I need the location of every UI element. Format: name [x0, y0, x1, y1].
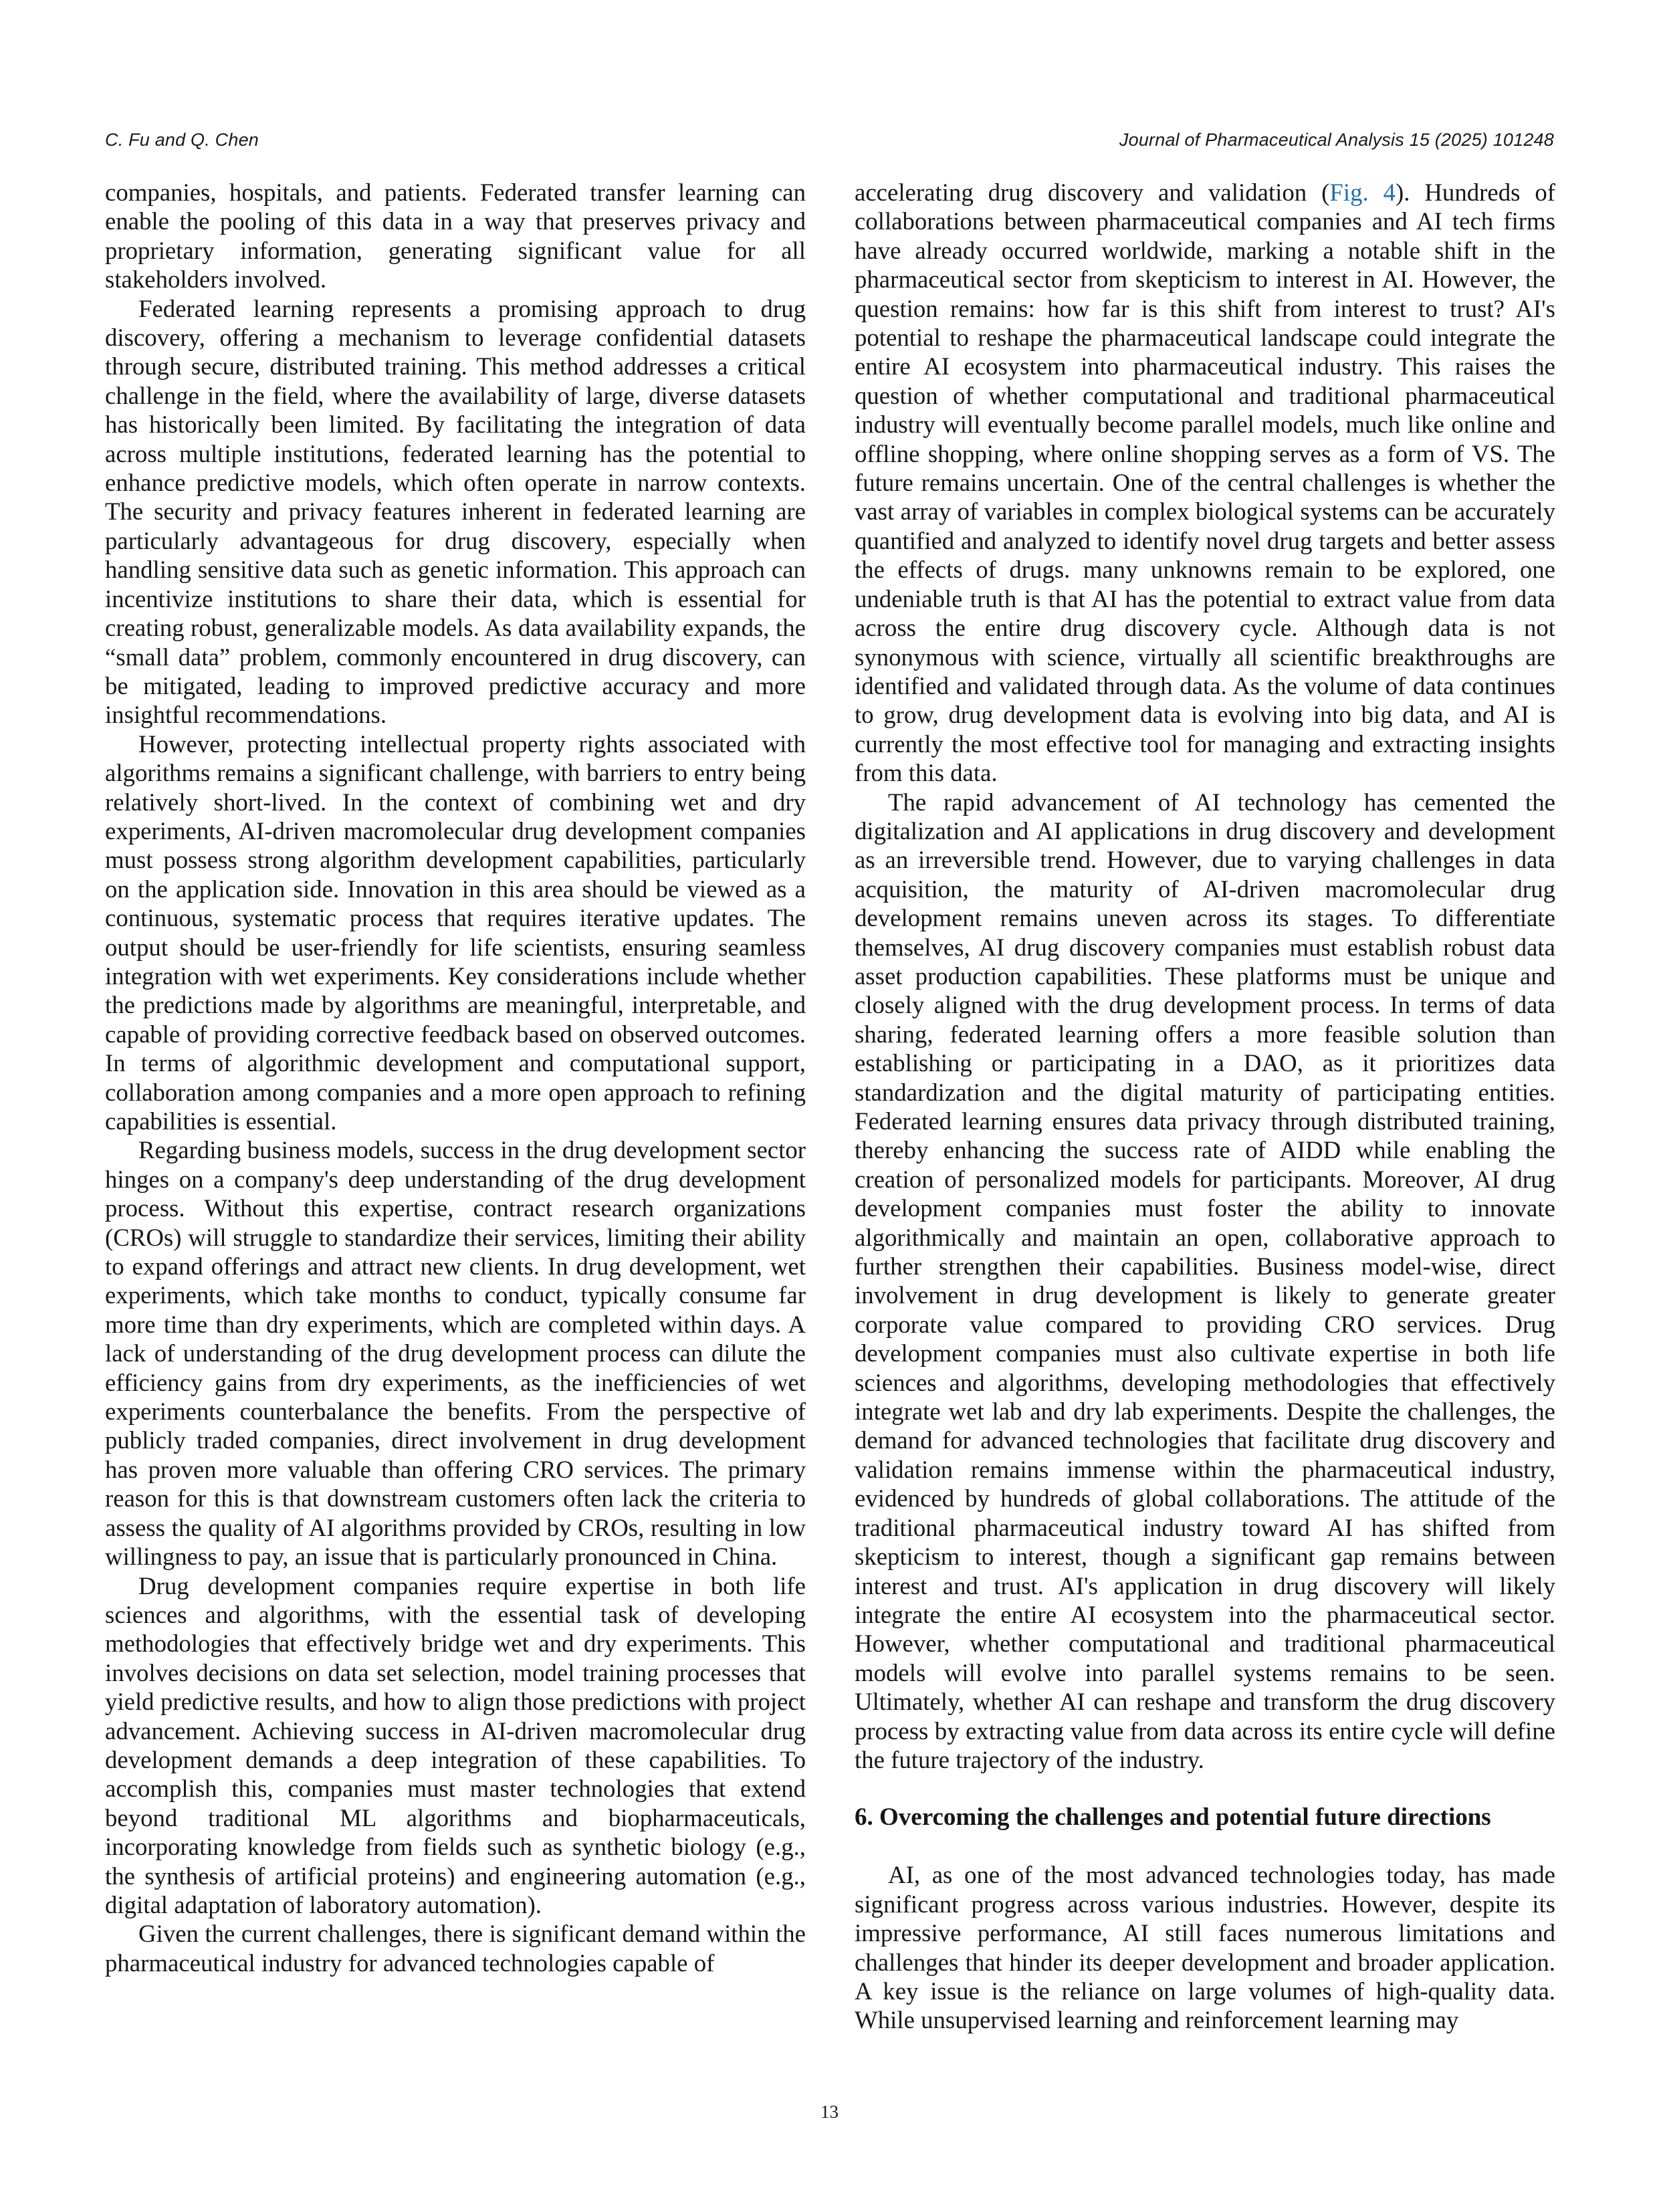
paragraph: Federated learning represents a promising approach to drug discovery, offering a mechanism to leverage confidential datasets through secure, distributed training. This method addresses a critical challenge in the field, where the availability of large, diverse datasets has historically been limited. By facilitating the integration of data across multiple institutions, federated learning has the potential to enhance predictive models, which often operate in narrow contexts. The security and privacy features inherent in federated learning are particularly advantageous for drug discovery, especially when handling sensitive data such as genetic information. This approach can incentivize institutions to share their data, which is essential for creating robust, generalizable models. As data availability expands, the “small data” problem, commonly encountered in drug discovery, can be mitigated, leading to improved predictive accuracy and more insightful recommendations. [105, 294, 806, 729]
left-column [105, 178, 806, 1977]
figure-4-link[interactable]: Fig. 4 [1329, 179, 1396, 206]
paragraph: companies, hospitals, and patients. Federated transfer learning can enable the pooling of this data in a way that preserves privacy and proprietary information, generating significant value for all stakeholders involved. [105, 179, 806, 294]
paragraph [855, 178, 1555, 788]
paragraph: However, protecting intellectual property rights associated with algorithms remains a significant challenge, with barriers to entry being relatively short-lived. In the context of combining wet and dry experiments, AI-driven macromolecular drug development companies must possess strong algorithm development capabilities, particularly on the application side. Innovation in this area should be viewed as a continuous, systematic process that requires iterative updates. The output should be user-friendly for life scientists, ensuring seamless integration with wet experiments. Key considerations include whether the predictions made by algorithms are meaningful, interpretable, and capable of providing corrective feedback based on observed outcomes. In terms of algorithmic development and computational support, collaboration among companies and a more open approach to refining capabilities is essential. [105, 730, 806, 1135]
paragraph-text: accelerating drug discovery and validation ( [855, 179, 1330, 206]
right-column [855, 178, 1555, 2035]
paragraph-text: ). Hundreds of collaborations between pharmaceutical companies and AI tech firms have already occurred worldwide, marking a notable shift in the pharmaceutical sector from skepticism to interest in AI. However, the question remains: how far is this shift from interest to trust? AI's potential to reshape the pharmaceutical landscape could integrate the entire AI ecosystem into pharmaceutical industry. This raises the question of whether computational and traditional pharmaceutical industry will eventually become parallel models, much like online and offline shopping, where online shopping serves as a form of VS. The future remains uncertain. One of the central challenges is whether the vast array of variables in complex biological systems can be accurately quantified and analyzed to identify novel drug targets and better assess the effects of drugs. many unknowns remain to be explored, one undeniable truth is that AI has the potential to extract value from data across the entire drug discovery cycle. Although data is not synonymous with science, virtually all scientific breakthroughs are identified and validated through data. As the volume of data continues to grow, drug development data is evolving into big data, and AI is currently the most effective tool for managing and extracting insights from this data. [855, 179, 1556, 787]
paragraph: The rapid advancement of AI technology has cemented the digitalization and AI applications in drug discovery and development as an irreversible trend. However, due to varying challenges in data acquisition, the maturity of AI-driven macromolecular drug development remains uneven across its stages. To differentiate themselves, AI drug discovery companies must establish robust data asset production capabilities. These platforms must be unique and closely aligned with the drug development process. In terms of data sharing, federated learning offers a more feasible solution than establishing or participating in a DAO, as it prioritizes data standardization and the digital maturity of participating entities. Federated learning ensures data privacy through distributed training, thereby enhancing the success rate of AIDD while enabling the creation of personalized models for participants. Moreover, AI drug development companies must foster the ability to innovate algorithmically and maintain an open, collaborative approach to further strengthen their capabilities. Business model-wise, direct involvement in drug development is likely to generate greater corporate value compared to providing CRO services. Drug development companies must also cultivate expertise in both life sciences and algorithms, developing methodologies that effectively integrate wet lab and dry lab experiments. Despite the challenges, the demand for advanced technologies that facilitate drug discovery and validation remains immense within the pharmaceutical industry, evidenced by hundreds of global collaborations. The attitude of the traditional pharmaceutical industry toward AI has shifted from skepticism to interest, though a significant gap remains between interest and trust. AI's application in drug discovery will likely integrate the entire AI ecosystem into the pharmaceutical sector. However, whether computational and traditional pharmaceutical models will evolve into parallel systems remains to be seen. Ultimately, whether AI can reshape and transform the drug discovery process by extracting value from data across its entire cycle will define the future trajectory of the industry. [855, 788, 1555, 1773]
running-header-authors: C. Fu and Q. Chen [105, 130, 259, 150]
paragraph: Regarding business models, success in the drug development sector hinges on a company's deep understanding of the drug development process. Without this expertise, contract research organizations (CROs) will struggle to standardize their services, limiting their ability to expand offerings and attract new clients. In drug development, wet experiments, which take months to conduct, typically consume far more time than dry experiments, which are completed within days. A lack of understanding of the drug development process can dilute the efficiency gains from dry experiments, as the inefficiencies of wet experiments counterbalance the benefits. From the perspective of publicly traded companies, direct involvement in drug development has proven more valuable than offering CRO services. The primary reason for this is that downstream customers often lack the criteria to assess the quality of AI algorithms provided by CROs, resulting in low willingness to pay, an issue that is particularly pronounced in China. [105, 1136, 806, 1571]
paragraph: Drug development companies require expertise in both life sciences and algorithms, with the essential task of developing methodologies that effectively bridge wet and dry experiments. This involves decisions on data set selection, model training processes that yield predictive results, and how to align those predictions with project advancement. Achieving success in AI-driven macromolecular drug development demands a deep integration of these capabilities. To accomplish this, companies must master technologies that extend beyond traditional ML algorithms and biopharmaceuticals, incorporating knowledge from fields such as synthetic biology (e.g., the synthesis of artificial proteins) and engineering automation (e.g., digital adaptation of laboratory automation). [105, 1571, 806, 1918]
paragraph: Given the current challenges, there is significant demand within the pharmaceutical industry for advanced technologies capable of [105, 1920, 806, 1977]
page-number: 13 [820, 2102, 839, 2122]
section-heading: 6. Overcoming the challenges and potential future directions [855, 1803, 1491, 1832]
paragraph: AI, as one of the most advanced technologies today, has made significant progress across various industries. However, despite its impressive performance, AI still faces numerous limitations and challenges that hinder its deeper development and broader application. A key issue is the reliance on large volumes of high-quality data. While unsupervised learning and reinforcement learning may [855, 1861, 1555, 2034]
running-header-journal: Journal of Pharmaceutical Analysis 15 (2025) 101248 [1119, 130, 1554, 150]
